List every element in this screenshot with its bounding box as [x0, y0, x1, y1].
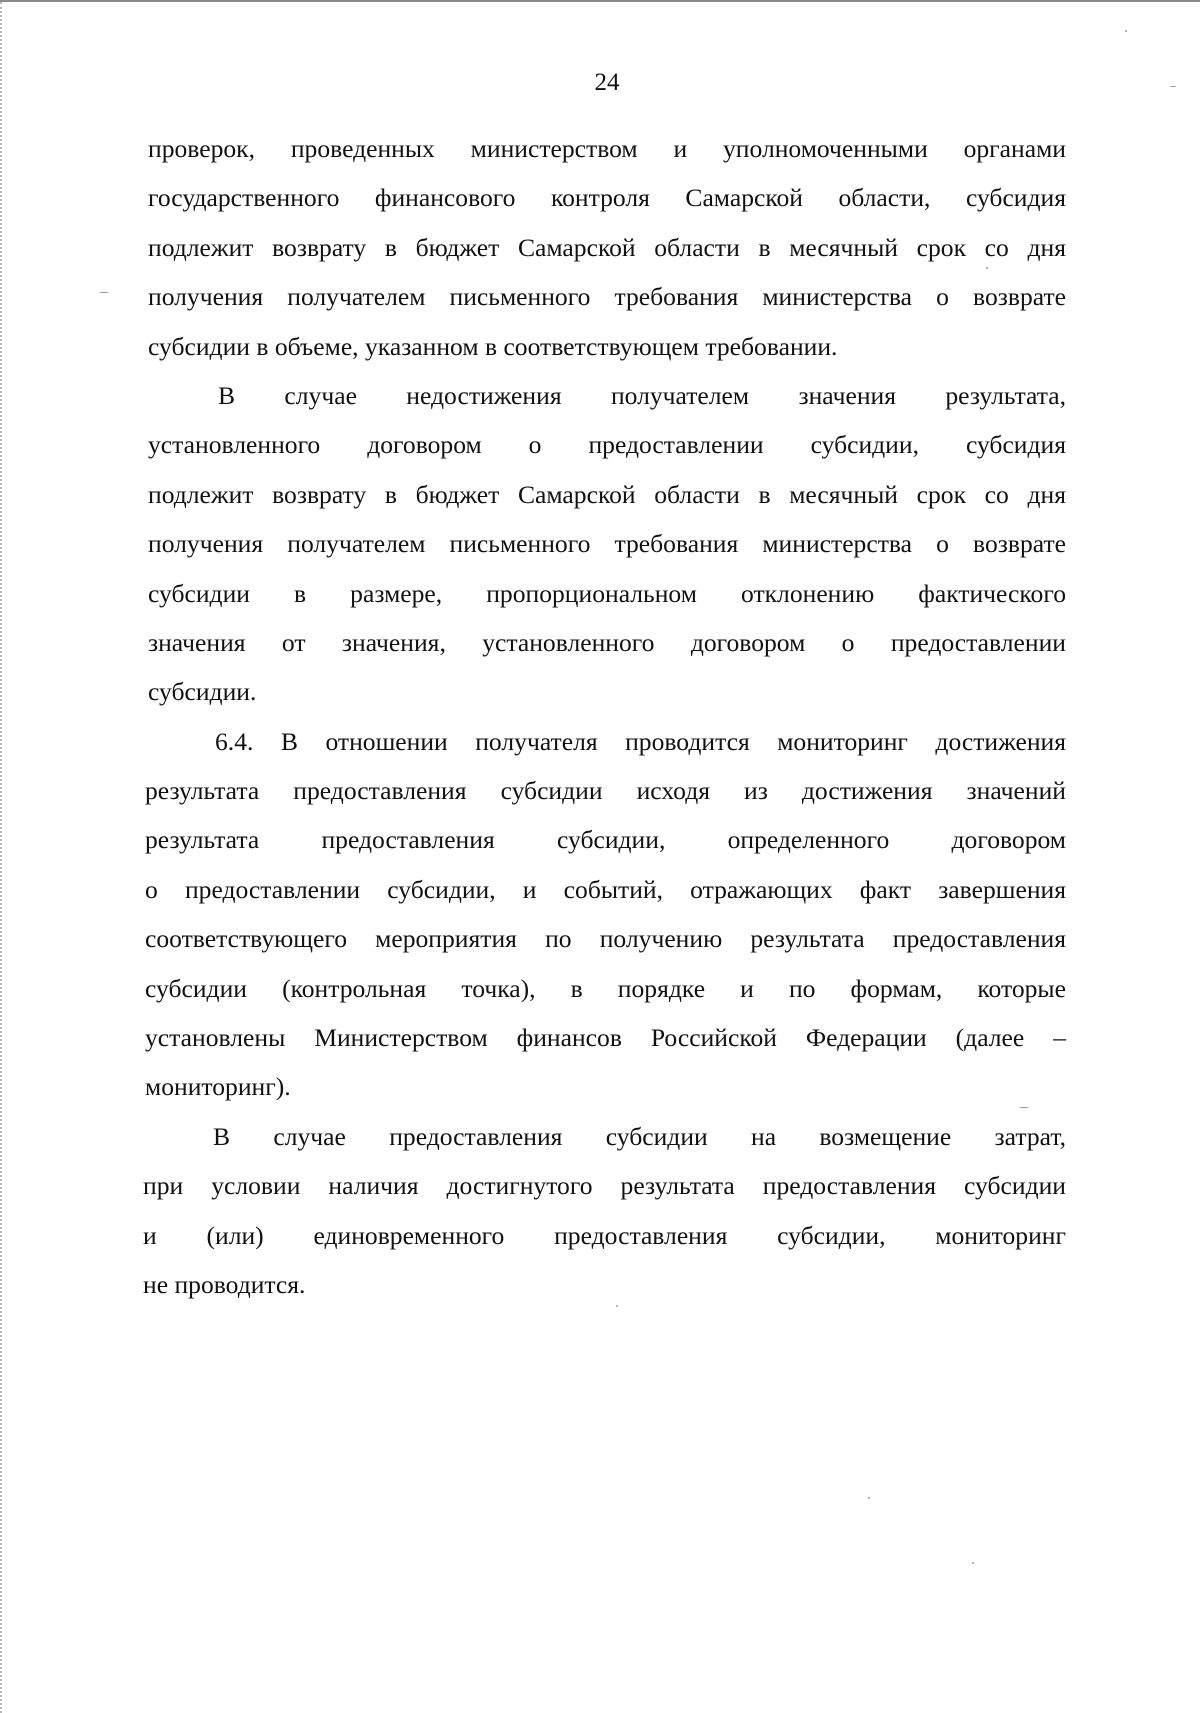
scan-speck — [1170, 86, 1176, 87]
text-line: В случае недостижения получателем значения результата, — [218, 380, 1066, 410]
text-line: соответствующего мероприятия по получению результата предоставления — [145, 924, 1066, 954]
text-line: установлены Министерством финансов Российской Федерации (далее – — [145, 1023, 1066, 1053]
text-line: получения получателем письменного требования министерства о возврате — [148, 282, 1066, 312]
text-line: о предоставлении субсидии, и событий, отражающих факт завершения — [145, 874, 1066, 904]
text-line: государственного финансового контроля Самарской области, субсидия — [148, 183, 1066, 213]
paragraph-6-4-monitoring — [145, 717, 1066, 1112]
text-line: при условии наличия достигнутого результата предоставления субсидии — [143, 1171, 1066, 1201]
paragraph-cost-reimbursement — [143, 1112, 1066, 1310]
scan-speck — [986, 267, 988, 269]
scan-speck — [972, 1562, 974, 1564]
text-line: субсидии в объеме, указанном в соответствующем требовании. — [148, 331, 838, 361]
text-line: установленного договором о предоставлении субсидии, субсидия — [148, 430, 1066, 460]
text-line: получения получателем письменного требования министерства о возврате — [148, 529, 1066, 559]
text-line: мониторинг). — [145, 1072, 291, 1102]
text-line: подлежит возврату в бюджет Самарской области в месячный срок со дня — [148, 479, 1066, 509]
page-number: 24 — [594, 69, 620, 96]
text-line: В случае предоставления субсидии на возмещение затрат, — [213, 1121, 1066, 1151]
text-line: подлежит возврату в бюджет Самарской области в месячный срок со дня — [148, 232, 1066, 262]
text-line: субсидии в размере, пропорциональном отклонению фактического — [148, 578, 1066, 608]
scan-edge-shadow — [0, 2, 5, 1713]
text-line: и (или) единовременного предоставления субсидии, мониторинг — [143, 1220, 1066, 1250]
text-line: значения от значения, установленного договором о предоставлении — [148, 627, 1066, 657]
text-line: субсидии (контрольная точка), в порядке и по формам, которые — [145, 973, 1066, 1003]
text-line: результата предоставления субсидии исходя из достижения значений — [145, 776, 1066, 806]
paragraph-result-not-achieved — [148, 371, 1066, 717]
text-line: субсидии. — [148, 677, 257, 707]
document-body — [143, 124, 1066, 1309]
scan-speck — [1125, 30, 1127, 32]
paragraph-continuation — [148, 124, 1066, 371]
scan-speck — [100, 292, 108, 293]
text-line: проверок, проведенных министерством и уполномоченными органами — [148, 134, 1066, 163]
scan-speck — [616, 1305, 618, 1307]
text-line: не проводится. — [143, 1269, 306, 1299]
scan-speck — [868, 1497, 870, 1499]
text-line: 6.4. В отношении получателя проводится мониторинг достижения — [215, 726, 1066, 756]
text-line: результата предоставления субсидии, определенного договором — [145, 825, 1066, 855]
scan-speck — [1020, 1107, 1028, 1108]
